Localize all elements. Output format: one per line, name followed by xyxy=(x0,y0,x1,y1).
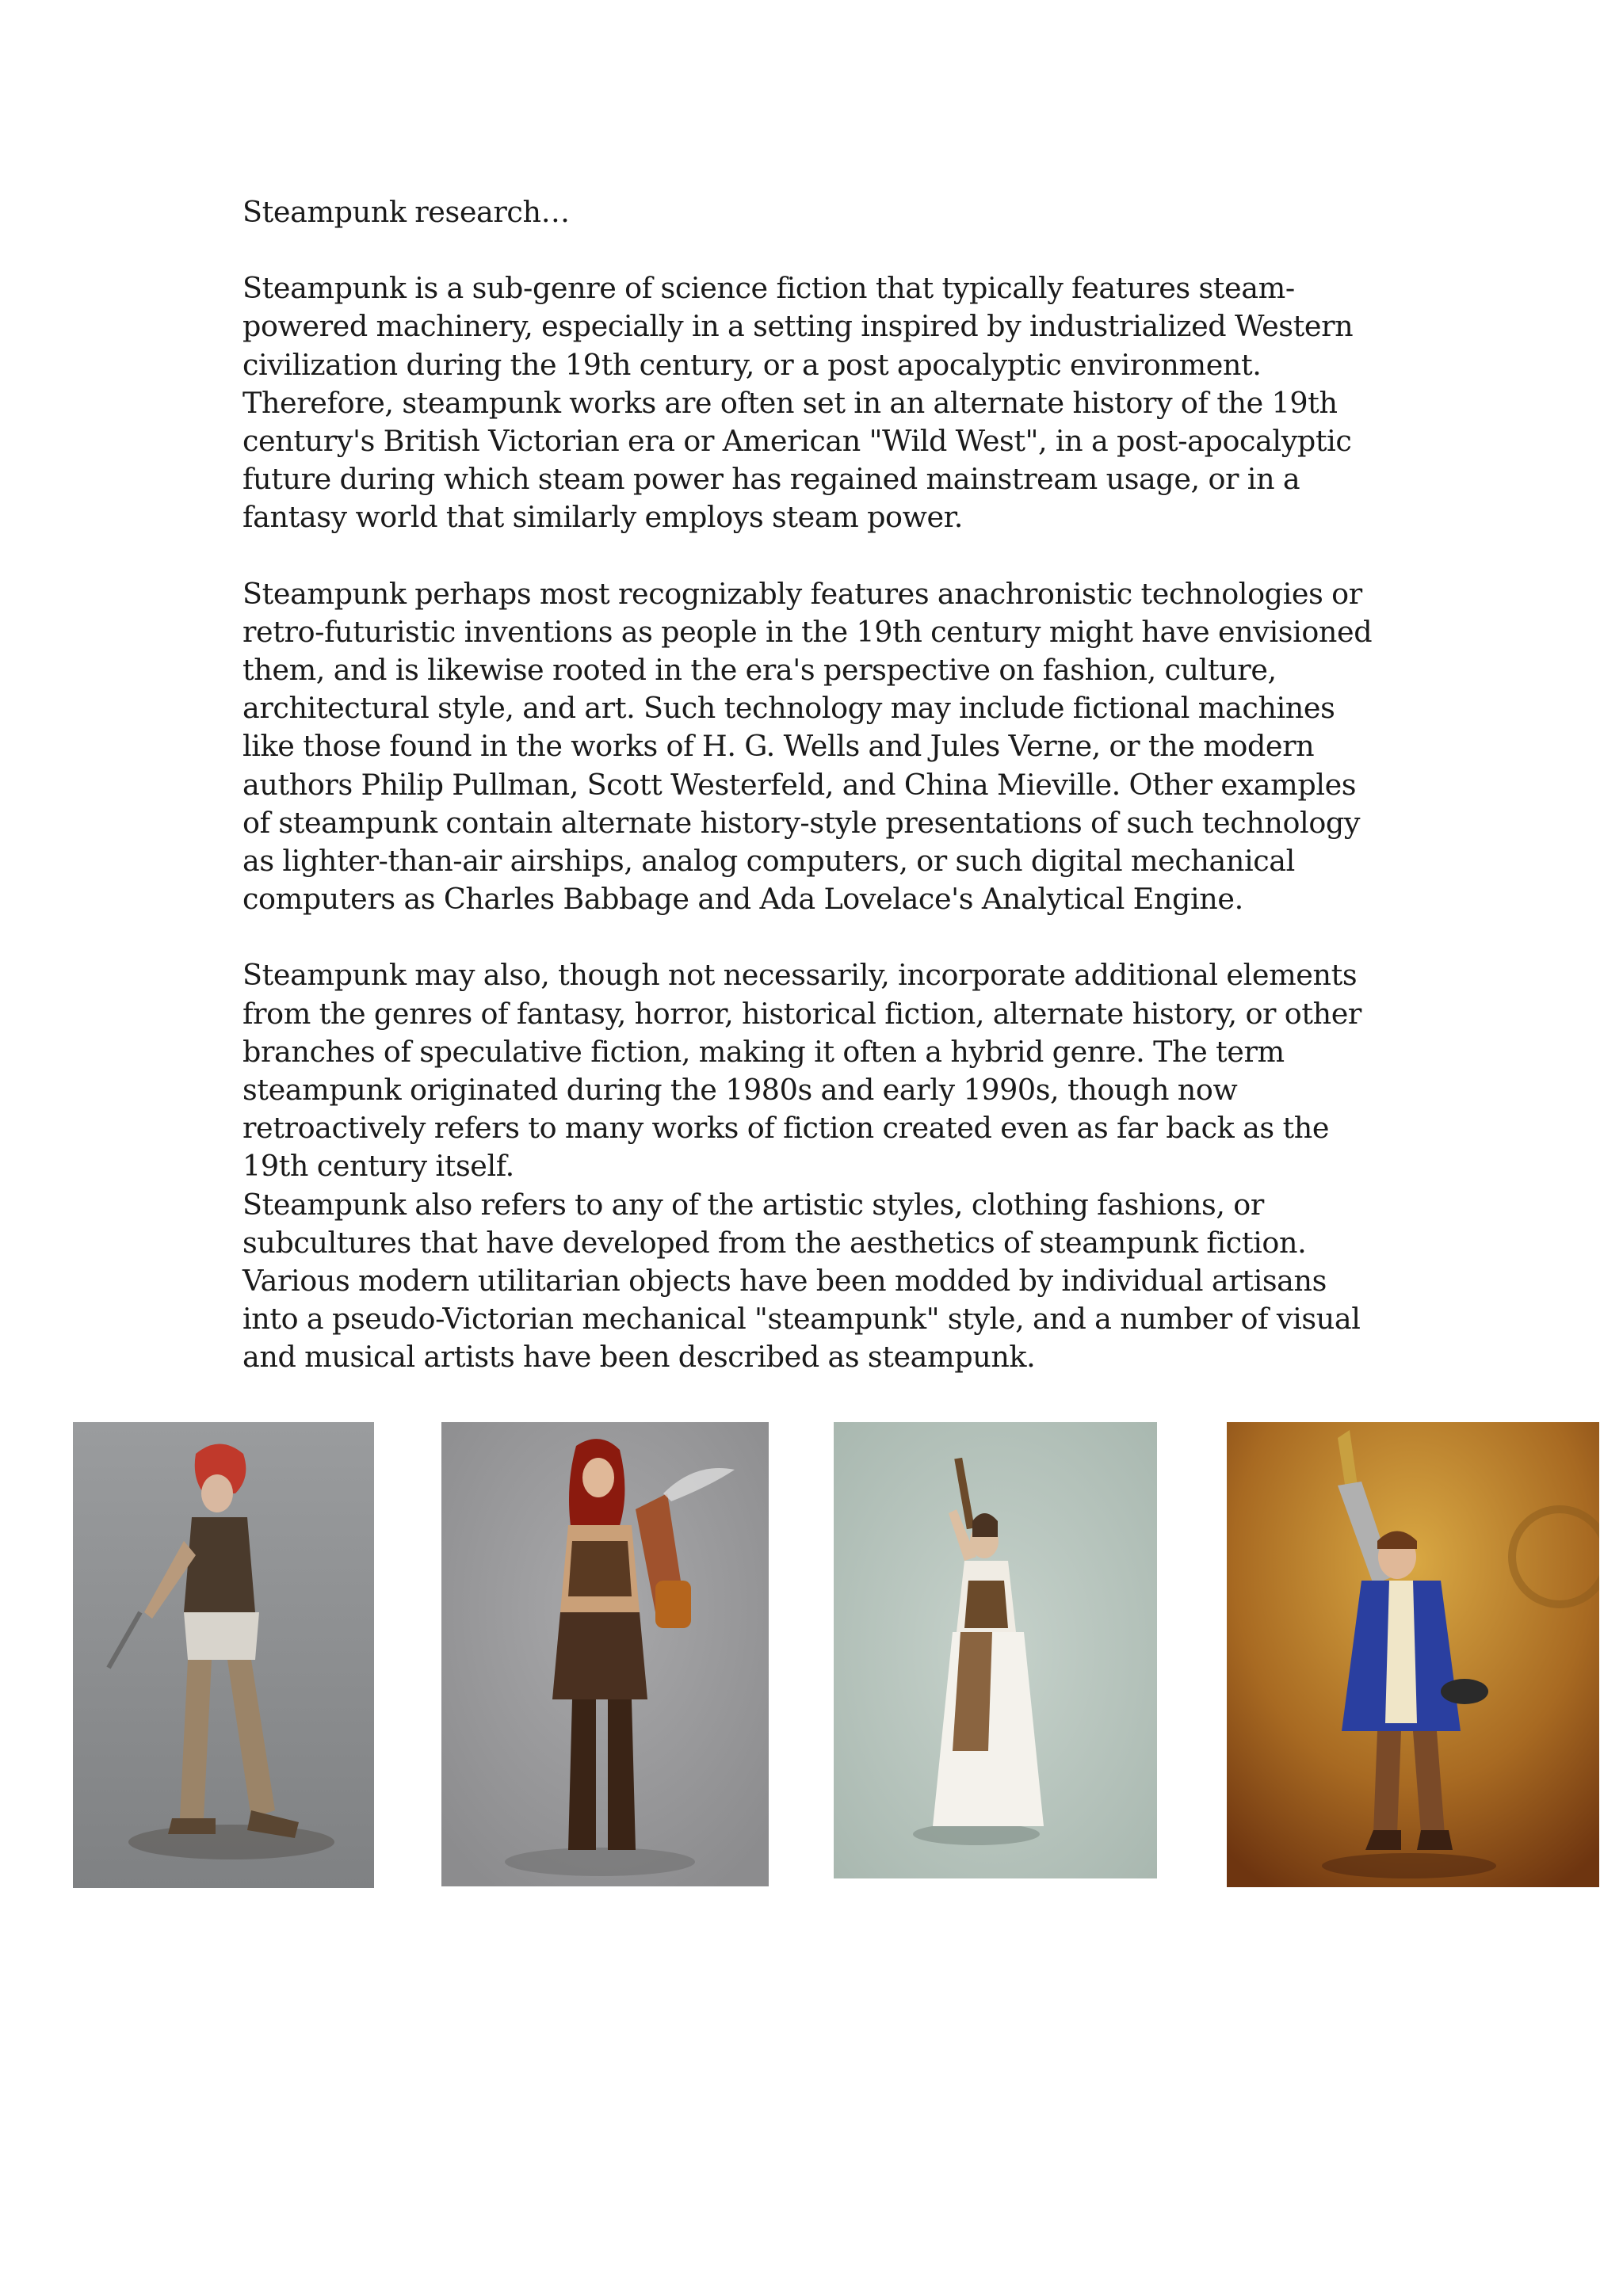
paragraph-4: Steampunk also refers to any of the artistic styles, clothing fashions, or subcultures that have developed from the aesthetics of steampunk fiction. Various modern utilitarian objects have been modded by individual artisans into a pseudo-Victorian mechanical "steampunk" style, and a number of visual and musical artists have been described as steampunk. xyxy=(242,1187,1361,1375)
document-title: Steampunk research… xyxy=(242,195,570,229)
steampunk-man-blue-coat-image xyxy=(1227,1422,1599,1887)
steampunk-woman-mechanical-legs-image xyxy=(73,1422,374,1888)
paragraph-3: Steampunk may also, though not necessarily, incorporate additional elements from the genres of fantasy, horror, historical fiction, alternate history, or other branches of speculative fiction, making it often a hybrid genre. The term steampunk originated during the 1980s and early 1990s, though now retroactively refers to many works of fiction created even as far back as the 19th century itself. xyxy=(242,958,1361,1184)
steampunk-woman-arm-cannon-image xyxy=(441,1422,769,1886)
paragraph-1: Steampunk is a sub-genre of science fiction that typically features steam-powered machinery, especially in a setting inspired by industrialized Western civilization during the 19th century, or a post apocalyptic environment. Therefore, steampunk works are often set in an alternate history of the 19th century's British Victorian era or American "Wild West", in a post-apocalyptic future during which steam power has regained mainstream usage, or in a fantasy world that similarly employs steam power. xyxy=(242,271,1354,535)
steampunk-woman-white-skirt-image xyxy=(834,1422,1157,1878)
document-text xyxy=(242,193,1384,1377)
paragraph-2: Steampunk perhaps most recognizably features anachronistic technologies or retro-futuristic inventions as people in the 19th century might have envisioned them, and is likewise rooted in the era's perspective on fashion, culture, architectural style, and art. Such technology may include fictional machines like those found in the works of H. G. Wells and Jules Verne, or the modern authors Philip Pullman, Scott Westerfeld, and China Mieville. Other examples of steampunk contain alternate history-style presentations of such technology as lighter-than-air airships, analog computers, or such digital mechanical computers as Charles Babbage and Ada Lovelace's Analytical Engine. xyxy=(242,576,1373,917)
